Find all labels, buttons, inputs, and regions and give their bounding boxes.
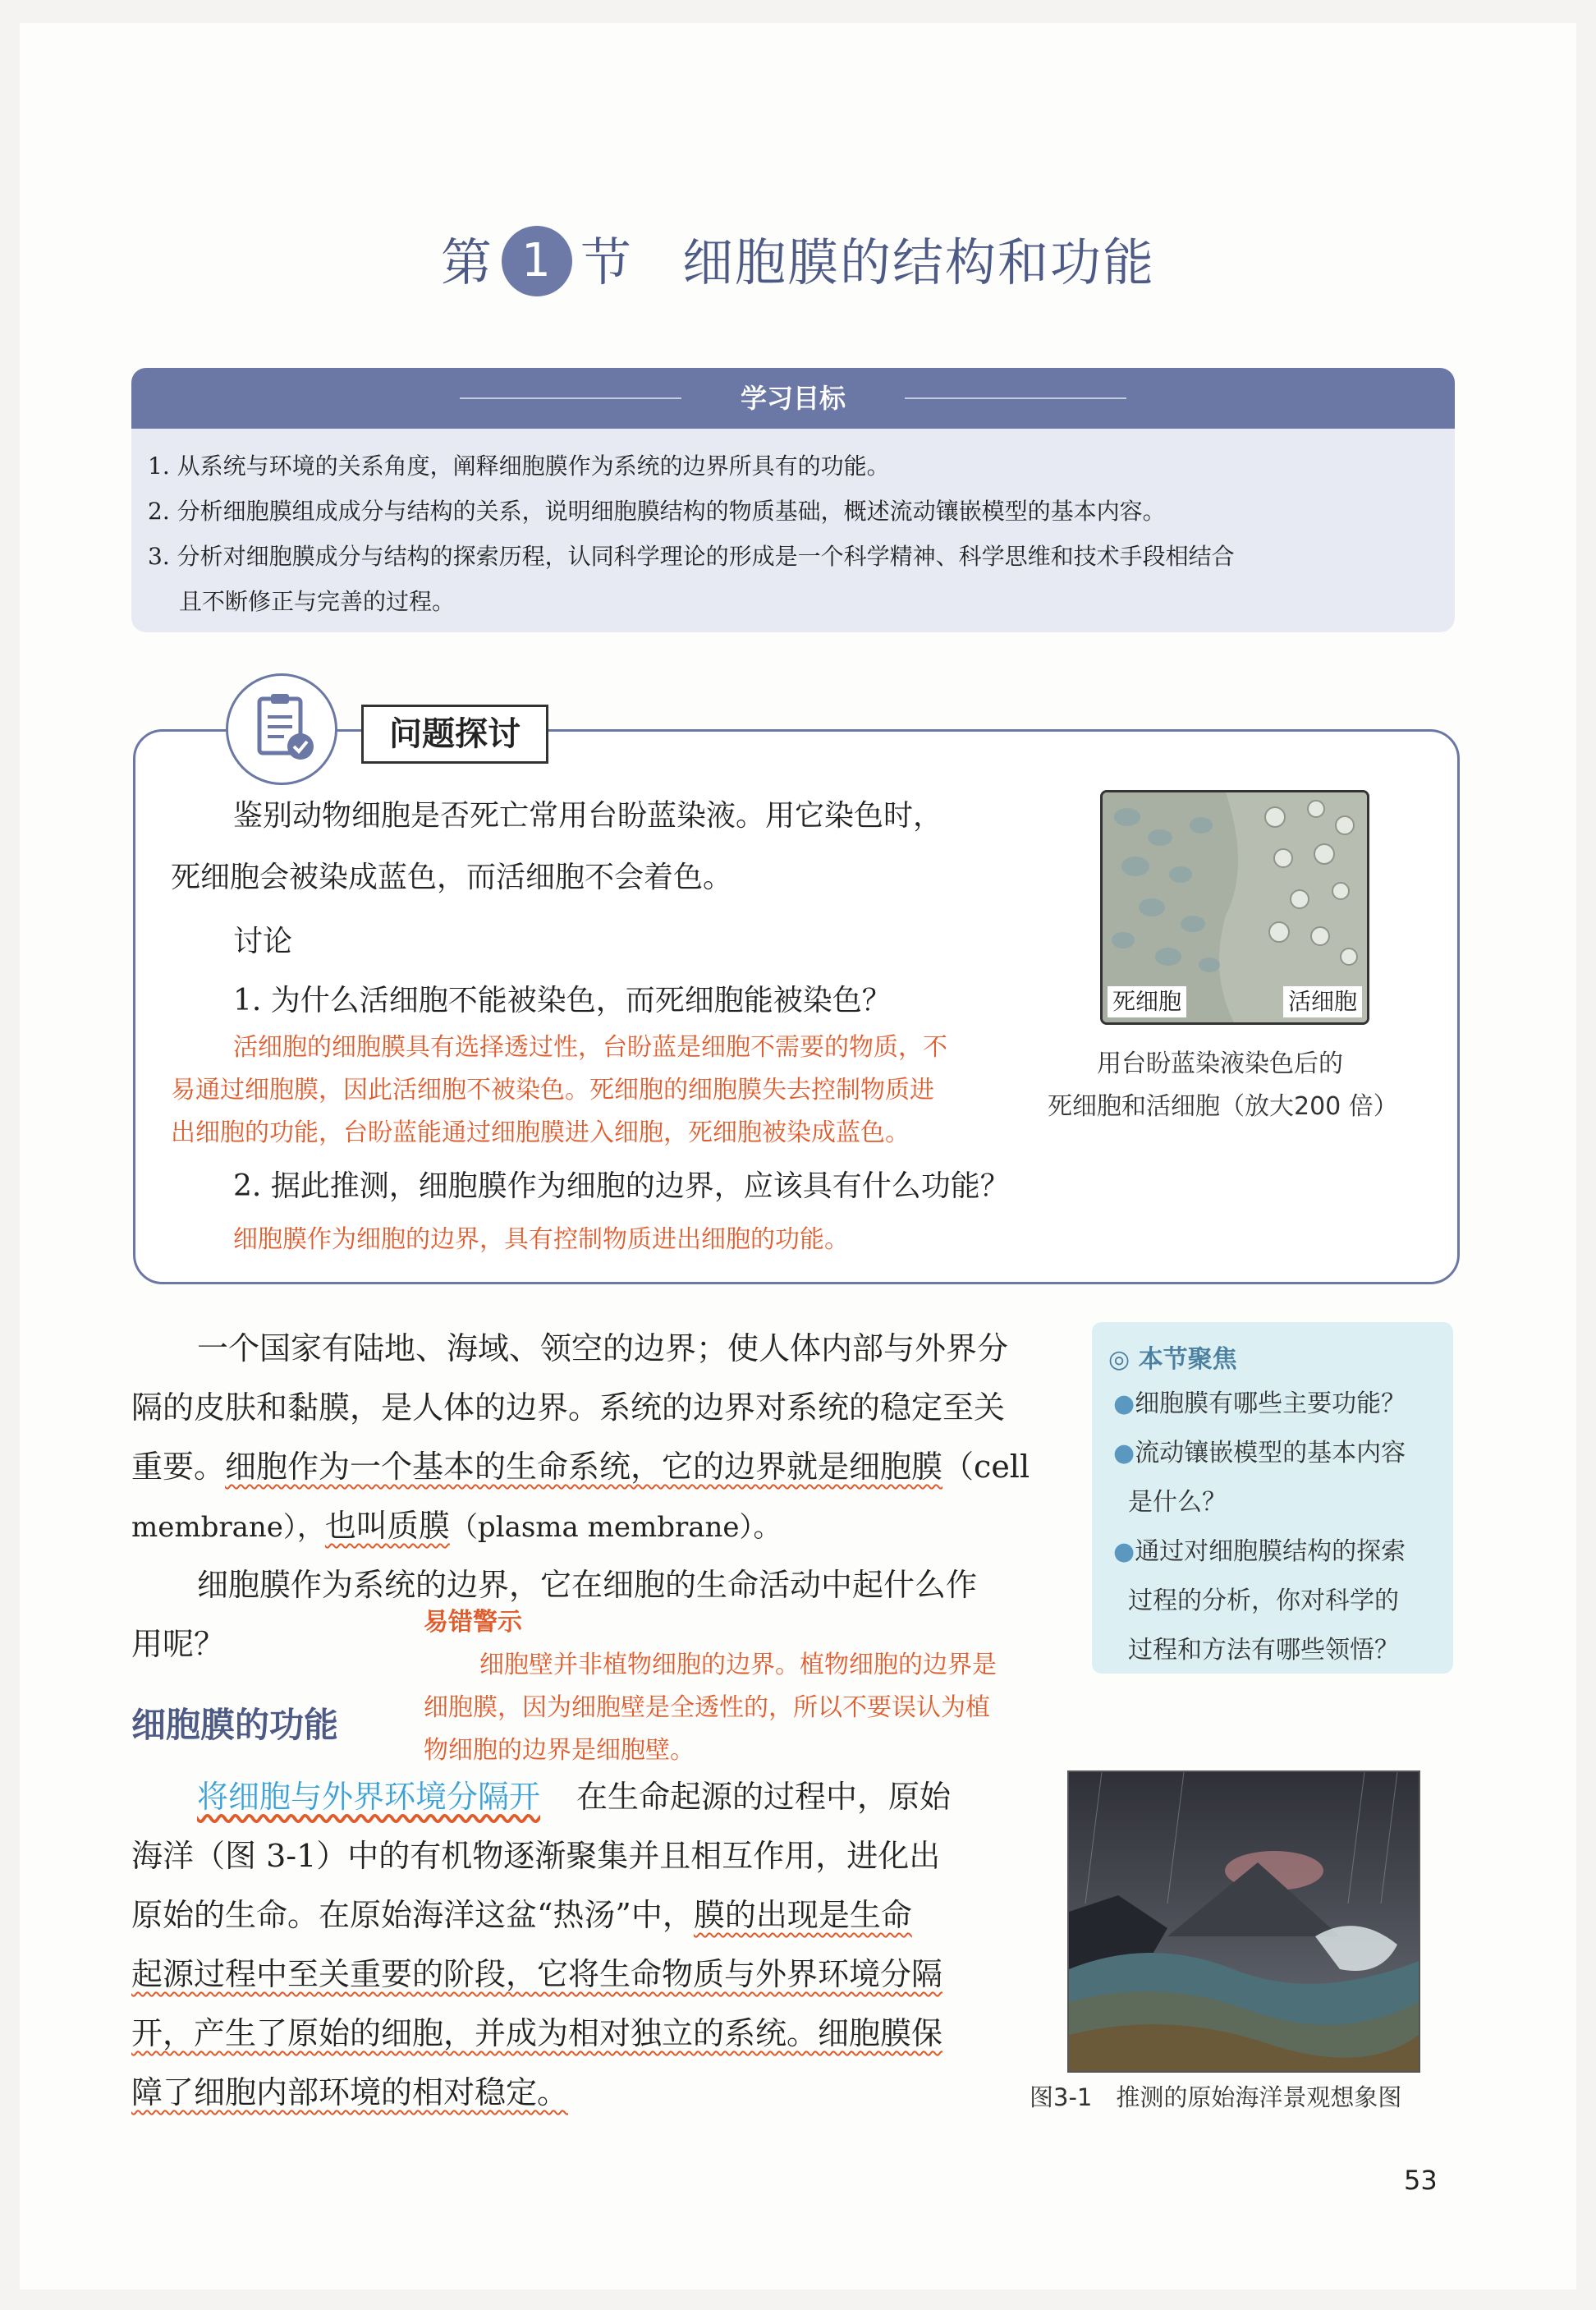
goal-item: 且不断修正与完善的过程。 <box>179 588 456 615</box>
discussion-intro-line2: 死细胞会被染成蓝色，而活细胞不会着色。 <box>171 861 733 894</box>
title-prefix: 第 <box>440 232 493 292</box>
clipboard-icon <box>226 673 337 785</box>
warning-title: 易错警示 <box>424 1608 522 1637</box>
stained-cells-image <box>1100 790 1369 1025</box>
figure-3-1-caption: 图3-1 推测的原始海洋景观想象图 <box>1030 2083 1402 2111</box>
title-suffix: 节 <box>580 232 633 292</box>
body-p2-line2: 用呢？ <box>131 1626 226 1662</box>
warning-line3: 物细胞的边界是细胞壁。 <box>424 1736 695 1765</box>
function-section-heading: 细胞膜的功能 <box>131 1705 339 1745</box>
micrograph-caption-line1: 用台盼蓝染液染色后的 <box>1097 1049 1343 1078</box>
answer-2: 细胞膜作为细胞的边界，具有控制物质进出细胞的功能。 <box>233 1225 849 1254</box>
discussion-intro-line1: 鉴别动物细胞是否死亡常用台盼蓝染液。用它染色时， <box>233 799 943 833</box>
learning-goals-header <box>131 368 1455 429</box>
warning-line2: 细胞膜，因为细胞壁是全透性的，所以不要误认为植 <box>424 1693 990 1722</box>
focus-heading: ◎ 本节聚焦 <box>1108 1345 1237 1374</box>
goal-item: 3. 分析对细胞膜成分与结构的探索历程，认同科学理论的形成是一个科学精神、科学思维和技术手段相结合 <box>148 543 1235 570</box>
function-line2: 海洋（图 3-1）中的有机物逐渐聚集并且相互作用，进化出 <box>131 1838 941 1874</box>
micrograph-caption-line2: 死细胞和活细胞（放大200 倍） <box>1048 1092 1398 1121</box>
function-line3: 原始的生命。在原始海洋这盆“热汤”中，膜的出现是生命 <box>131 1897 912 1933</box>
page-number: 53 <box>1404 2165 1438 2196</box>
focus-item-1: ●细胞膜有哪些主要功能？ <box>1113 1389 1406 1418</box>
focus-item-2: ●流动镶嵌模型的基本内容 是什么？ <box>1113 1439 1406 1517</box>
question-2: 2. 据此推测，细胞膜作为细胞的边界，应该具有什么功能？ <box>233 1169 1010 1203</box>
goal-item: 1. 从系统与环境的关系角度，阐释细胞膜作为系统的边界所具有的功能。 <box>148 452 890 480</box>
body-p1-line2: 隔的皮肤和黏膜，是人体的边界。系统的边界对系统的稳定至关 <box>131 1389 1006 1426</box>
function-line4: 起源过程中至关重要的阶段，它将生命物质与外界环境分隔 <box>131 1956 943 1992</box>
question-1: 1. 为什么活细胞不能被染色，而死细胞能被染色？ <box>233 984 892 1017</box>
focus-item-3: ●通过对细胞膜结构的探索 过程的分析，你对科学的 过程和方法有哪些领悟？ <box>1113 1537 1406 1665</box>
answer-1-line2: 易通过细胞膜，因此活细胞不被染色。死细胞的细胞膜失去控制物质进 <box>171 1076 934 1104</box>
answer-1-line3: 出细胞的功能，台盼蓝能通过细胞膜进入细胞，死细胞被染成蓝色。 <box>171 1118 910 1147</box>
answer-1-line1: 活细胞的细胞膜具有选择透过性，台盼蓝是细胞不需要的物质，不 <box>233 1033 947 1062</box>
title-name: 细胞膜的结构和功能 <box>682 232 1156 292</box>
discussion-label: 问题探讨 <box>361 705 548 764</box>
function-line6: 障了细胞内部环境的相对稳定。 <box>131 2074 569 2110</box>
discuss-heading: 讨论 <box>233 925 293 958</box>
learning-goals-box <box>131 368 1455 632</box>
function-subhead: 将细胞与外界环境分隔开 <box>197 1779 541 1815</box>
goal-item: 2. 分析细胞膜组成成分与结构的关系，说明细胞膜结构的物质基础，概述流动镶嵌模型的基本内容。 <box>148 498 1166 525</box>
body-p1-line3: 重要。细胞作为一个基本的生命系统，它的边界就是细胞膜（cell <box>131 1449 1030 1485</box>
warning-line1: 细胞壁并非植物细胞的边界。植物细胞的边界是 <box>479 1651 997 1679</box>
learning-goals-heading: 学习目标 <box>740 383 846 414</box>
function-line5: 开，产生了原始的细胞，并成为相对独立的系统。细胞膜保 <box>131 2015 943 2051</box>
live-cell-label: 活细胞 <box>1283 986 1362 1017</box>
section-number-badge: 1 <box>502 226 572 296</box>
body-p1-line1: 一个国家有陆地、海域、领空的边界；使人体内部与外界分 <box>197 1330 1009 1366</box>
dead-cell-label: 死细胞 <box>1108 986 1186 1017</box>
section-focus-box <box>1092 1322 1453 1674</box>
body-p2-line1: 细胞膜作为系统的边界，它在细胞的生命活动中起什么作 <box>197 1567 978 1603</box>
primitive-ocean-image <box>1067 1770 1420 2073</box>
page-title <box>0 222 1596 301</box>
body-p1-line4: membrane），也叫质膜（plasma membrane）。 <box>131 1508 782 1544</box>
function-subhead-line: 将细胞与外界环境分隔开 在生命起源的过程中，原始 <box>197 1779 952 1815</box>
